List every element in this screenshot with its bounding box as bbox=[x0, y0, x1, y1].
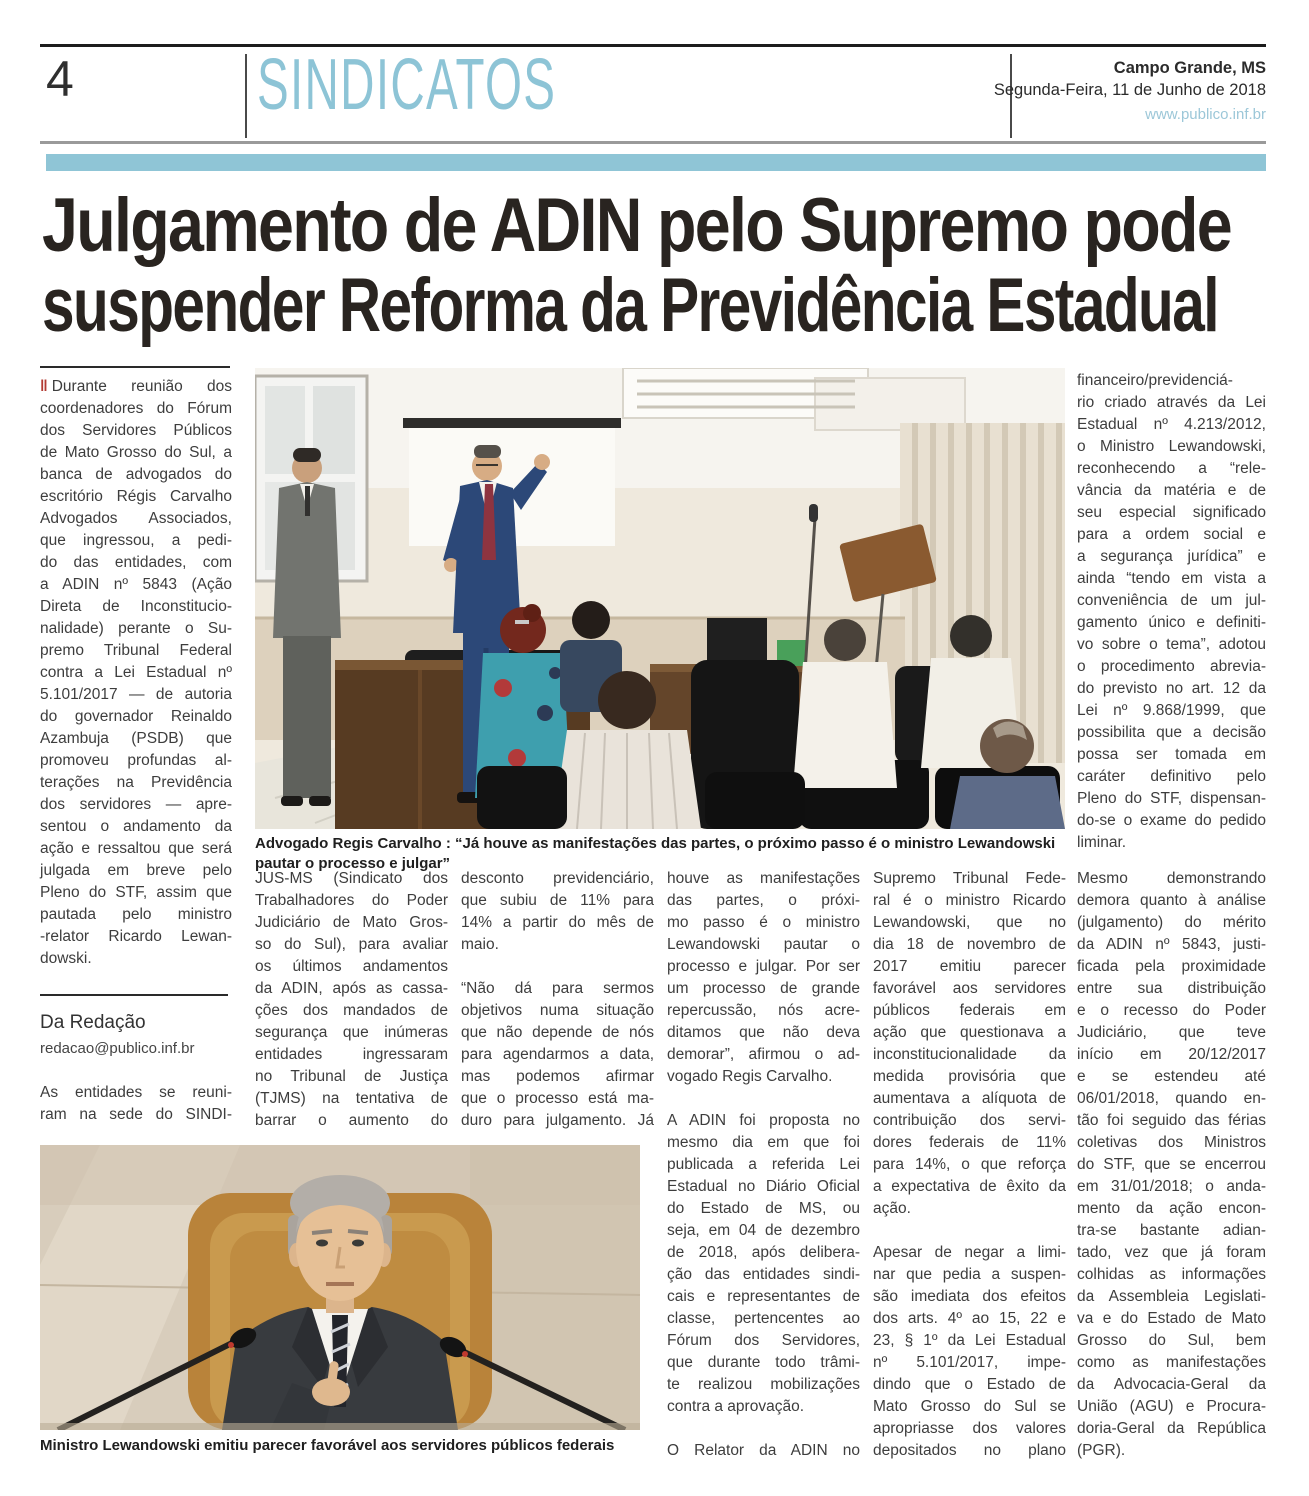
text-line: Fórum dos Servidores, bbox=[667, 1332, 860, 1349]
text-line: para a ordem social e bbox=[1077, 526, 1266, 543]
text-line: possa ser tomada em bbox=[1077, 746, 1266, 763]
text-line: 5.101/2017 — de autoria bbox=[40, 686, 232, 703]
text-line: que não depende de nós bbox=[461, 1024, 654, 1041]
lewandowski-photo bbox=[40, 1145, 640, 1430]
article-column-1 bbox=[40, 376, 232, 970]
text-line: aumentava a alíquota de bbox=[873, 1090, 1066, 1107]
text-line: va e do Estado de Mato bbox=[1077, 1310, 1266, 1327]
meeting-photo-caption: Advogado Regis Carvalho : “Já houve as manifestações das partes, o próximo passo é o ministro Lewandowski pautar o processo e julgar” bbox=[255, 835, 1056, 872]
text-line: As entidades se reuni- bbox=[40, 1084, 232, 1101]
text-line: Lei nº 9.868/1999, que bbox=[1077, 702, 1266, 719]
paragraph bbox=[40, 376, 232, 970]
text-line: ção das entidades sindi- bbox=[667, 1266, 860, 1283]
text-line: para 14%, o que reforça bbox=[873, 1156, 1066, 1173]
masthead-gray-rule bbox=[40, 141, 1266, 144]
text-line: ação. bbox=[873, 1200, 911, 1217]
text-line: Trabalhadores do Poder bbox=[255, 892, 448, 909]
text-line: houve as manifestações bbox=[667, 870, 860, 887]
text-line: ‖ Durante reunião dos bbox=[40, 378, 232, 395]
text-line: barrar o aumento do bbox=[255, 1112, 448, 1129]
text-line: mento da ação encon- bbox=[1077, 1200, 1266, 1217]
text-line: em 31/01/2018; o anda- bbox=[1077, 1178, 1266, 1195]
text-line: da Assembleia Legislati- bbox=[1077, 1288, 1266, 1305]
text-line: inconstitucionalidade da bbox=[873, 1046, 1066, 1063]
text-line: (TJMS) na tentativa de bbox=[255, 1090, 448, 1107]
text-line: Estadual nº 4.213/2012, bbox=[1077, 416, 1266, 433]
text-line: para agendarmos a data, bbox=[461, 1046, 654, 1063]
text-line: doria-Geral da República bbox=[1077, 1420, 1266, 1437]
article-column-5 bbox=[873, 868, 1066, 1462]
masthead-website: www.publico.inf.br bbox=[1145, 106, 1266, 123]
text-line: Pleno do STF, assim que bbox=[40, 884, 232, 901]
text-line: (julgamento) do mérito bbox=[1077, 914, 1266, 931]
text-line: da ADIN nº 5843, justi- bbox=[1077, 936, 1266, 953]
text-line: julgada em breve pelo bbox=[40, 862, 232, 879]
text-line: início em 20/12/2017 bbox=[1077, 1046, 1266, 1063]
text-line: e se estendeu até bbox=[1077, 1068, 1266, 1085]
text-line: gamento único e definiti- bbox=[1077, 614, 1266, 631]
text-line: seu especial significado bbox=[1077, 504, 1266, 521]
text-line: da ADIN, após as cassa- bbox=[255, 980, 448, 997]
text-line: O Relator da ADIN no bbox=[667, 1442, 860, 1459]
text-line: do-se o exame do pedido bbox=[1077, 812, 1266, 829]
text-line: coletivas dos Ministros bbox=[1077, 1134, 1266, 1151]
text-line: promoveu profundas al- bbox=[40, 752, 232, 769]
text-line: mesmo dia em que foi bbox=[667, 1134, 860, 1151]
article-column-right-bottom bbox=[1077, 868, 1266, 1462]
paragraph bbox=[461, 868, 654, 956]
paragraph bbox=[40, 1082, 232, 1126]
text-line: que ingressou, a pedi- bbox=[40, 532, 232, 549]
text-line: vo sobre o tema”, adotou bbox=[1077, 636, 1266, 653]
text-line: Supremo Tribunal Fede- bbox=[873, 870, 1066, 887]
meeting-room-photo bbox=[255, 368, 1065, 829]
text-line: repercussão, nós acre- bbox=[667, 1002, 860, 1019]
text-line: caráter definitivo pelo bbox=[1077, 768, 1266, 785]
text-line: dos servidores — apre- bbox=[40, 796, 232, 813]
text-line: das partes, o próxi- bbox=[667, 892, 860, 909]
text-line: possibilita que a decisão bbox=[1077, 724, 1266, 741]
byline: Da Redação bbox=[40, 1012, 146, 1033]
article-column-3 bbox=[461, 868, 654, 1132]
text-line: tra-se bastante adian- bbox=[1077, 1222, 1266, 1239]
text-line: dia 18 de novembro de bbox=[873, 936, 1066, 953]
text-line: segurança que inúmeras bbox=[255, 1024, 448, 1041]
text-line: a segurança jurídica” e bbox=[1077, 548, 1266, 565]
text-line: contribuição dos servi- bbox=[873, 1112, 1066, 1129]
meeting-room-photo-illustration bbox=[255, 368, 1065, 829]
text-line: Apesar de negar a limi- bbox=[873, 1244, 1066, 1261]
masthead-info bbox=[994, 57, 1266, 126]
accent-band bbox=[46, 154, 1266, 171]
headline-line-1: Julgamento de ADIN pelo Supremo pode bbox=[42, 183, 1232, 268]
text-line: depositados no plano bbox=[873, 1442, 1066, 1459]
text-line: apropriasse dos valores bbox=[873, 1420, 1066, 1437]
text-line: maio. bbox=[461, 936, 499, 953]
lewandowski-photo-illustration bbox=[40, 1145, 640, 1430]
article-column-4 bbox=[667, 868, 860, 1462]
text-line: -relator Ricardo Lewan- bbox=[40, 928, 232, 945]
text-line: medida provisória que bbox=[873, 1068, 1066, 1085]
text-line: Lewandowski pautar o bbox=[667, 936, 860, 953]
byline-rule bbox=[40, 994, 228, 996]
text-line: tão foi seguido das férias bbox=[1077, 1112, 1266, 1129]
text-line: de 2018, após delibera- bbox=[667, 1244, 860, 1261]
article-column-1-continued bbox=[40, 1082, 232, 1126]
paragraph bbox=[667, 1110, 860, 1418]
paragraph bbox=[255, 868, 448, 1132]
text-line: que subiu de 11% para bbox=[461, 892, 654, 909]
text-line: Lewandowski, que no bbox=[873, 914, 1066, 931]
text-line: nalidade) perante o Su- bbox=[40, 620, 232, 637]
text-line: e o recesso do Poder bbox=[1077, 1002, 1266, 1019]
text-line: entre sua distribuição bbox=[1077, 980, 1266, 997]
text-line: do governador Reinaldo bbox=[40, 708, 232, 725]
text-line: colhidas as informações bbox=[1077, 1266, 1266, 1283]
paragraph bbox=[667, 1440, 860, 1462]
text-line: ação que questionava a bbox=[873, 1024, 1066, 1041]
text-line: demorar”, afirmou o ad- bbox=[667, 1046, 860, 1063]
text-line: coordenadores do Fórum bbox=[40, 400, 232, 417]
text-line: dos Servidores Públicos bbox=[40, 422, 232, 439]
byline-email: redacao@publico.inf.br bbox=[40, 1040, 195, 1057]
lead-mark: ‖ bbox=[40, 378, 48, 395]
lewandowski-photo-caption: Ministro Lewandowski emitiu parecer favorável aos servidores públicos federais bbox=[40, 1437, 615, 1454]
text-line: um processo de grande bbox=[667, 980, 860, 997]
text-line: financeiro/previdenciá- bbox=[1077, 372, 1233, 389]
text-line: duro para julgamento. Já bbox=[461, 1112, 654, 1129]
text-line: Judiciário de Mato Gros- bbox=[255, 914, 448, 931]
text-line: seja, em 04 de dezembro bbox=[667, 1222, 860, 1239]
text-line: te realizou mobilizações bbox=[667, 1376, 860, 1393]
text-line: ficada pela proximidade bbox=[1077, 958, 1266, 975]
text-line: terações na Previdência bbox=[40, 774, 232, 791]
masthead-top-rule bbox=[40, 44, 1266, 47]
text-line: demora quanto à análise bbox=[1077, 892, 1266, 909]
text-line: 23, § 1º da Lei Estadual bbox=[873, 1332, 1066, 1349]
text-line: no Tribunal de Justiça bbox=[255, 1068, 448, 1085]
text-line: a ADIN nº 5843 (Ação bbox=[40, 576, 232, 593]
paragraph bbox=[873, 1242, 1066, 1462]
text-line: 06/01/2018, quando en- bbox=[1077, 1090, 1266, 1107]
text-line: liminar. bbox=[1077, 834, 1127, 851]
text-line: banca de advogados do bbox=[40, 466, 232, 483]
text-line: pautada pelo ministro bbox=[40, 906, 232, 923]
paragraph bbox=[873, 868, 1066, 1220]
article-column-2 bbox=[255, 868, 448, 1132]
text-line: do Estado de MS, ou bbox=[667, 1200, 860, 1217]
text-line: Mesmo demonstrando bbox=[1077, 870, 1266, 887]
text-line: processo e julgar. Por ser bbox=[667, 958, 860, 975]
section-title: SINDICATOS bbox=[257, 45, 557, 125]
paragraph bbox=[1077, 370, 1266, 854]
text-line: os últimos andamentos bbox=[255, 958, 448, 975]
text-line: de Mato Grosso do Sul, a bbox=[40, 444, 232, 461]
text-line: classe, pertencentes ao bbox=[667, 1310, 860, 1327]
text-line: Estadual no Diário Oficial bbox=[667, 1178, 860, 1195]
text-line: dindo que o Estado de bbox=[873, 1376, 1066, 1393]
paragraph bbox=[667, 868, 860, 1088]
text-line: ral é o ministro Ricardo bbox=[873, 892, 1066, 909]
paragraph bbox=[1077, 868, 1266, 1462]
masthead-date: Segunda-Feira, 11 de Junho de 2018 bbox=[993, 81, 1266, 99]
text-line: União (AGU) e Procura- bbox=[1077, 1398, 1266, 1415]
text-line: escritório Régis Carvalho bbox=[40, 488, 232, 505]
text-line: entidades ingressaram bbox=[255, 1046, 448, 1063]
text-line: ainda “tendo em vista a bbox=[1077, 570, 1266, 587]
text-line: “Não dá para sermos bbox=[461, 980, 654, 997]
text-line: do STF, que se encerrou bbox=[1077, 1156, 1266, 1173]
text-line: conveniência de um jul- bbox=[1077, 592, 1266, 609]
text-line: vogado Regis Carvalho. bbox=[667, 1068, 833, 1085]
text-line: vância da matéria e de bbox=[1077, 482, 1266, 499]
text-line: favorável aos servidores bbox=[873, 980, 1066, 997]
text-line: premo Tribunal Federal bbox=[40, 642, 232, 659]
paragraph bbox=[461, 978, 654, 1132]
text-line: Judiciário, que teve bbox=[1077, 1024, 1266, 1041]
text-line: dowski. bbox=[40, 950, 92, 967]
text-line: dores federais de 11% bbox=[873, 1134, 1066, 1151]
text-line: Grosso do Sul, bem bbox=[1077, 1332, 1266, 1349]
text-line: ditamos que não deva bbox=[667, 1024, 860, 1041]
text-line: ação e ressaltou que será bbox=[40, 840, 232, 857]
text-line: publicada a referida Lei bbox=[667, 1156, 860, 1173]
text-line: A ADIN foi proposta no bbox=[667, 1112, 860, 1129]
text-line: da Advocacia-Geral da bbox=[1077, 1376, 1266, 1393]
text-line: Azambuja (PSDB) que bbox=[40, 730, 232, 747]
text-line: contra a aprovação. bbox=[667, 1398, 805, 1415]
text-line: JUS-MS (Sindicato dos bbox=[255, 870, 448, 887]
article-column-right-top bbox=[1077, 370, 1266, 854]
text-line: públicos federais em bbox=[873, 1002, 1066, 1019]
text-line: do das entidades, com bbox=[40, 554, 232, 571]
text-line: ções dos mandados de bbox=[255, 1002, 448, 1019]
text-line: nar que pedia a suspen- bbox=[873, 1266, 1066, 1283]
text-line: 14% a partir do mês de bbox=[461, 914, 654, 931]
text-line: reconhecendo a “rele- bbox=[1077, 460, 1266, 477]
text-line: mas podemos afirmar bbox=[461, 1068, 654, 1085]
masthead-divider-left bbox=[245, 54, 247, 138]
text-line: (PGR). bbox=[1077, 1442, 1126, 1459]
text-line: Advogados Associados, bbox=[40, 510, 232, 527]
text-line: Pleno do STF, dispensan- bbox=[1077, 790, 1266, 807]
headline-line-2: suspender Reforma da Previdência Estadual bbox=[42, 263, 1218, 348]
text-line: contra a Lei Estadual nº bbox=[40, 664, 232, 681]
text-line: cais e representantes de bbox=[667, 1288, 860, 1305]
page-number: 4 bbox=[46, 51, 74, 107]
text-line: que durante todo trâmi- bbox=[667, 1354, 860, 1371]
text-line: so do Sul), para avaliar bbox=[255, 936, 448, 953]
text-line: 2017 emitiu parecer bbox=[873, 958, 1066, 975]
text-line: Mato Grosso do Sul se bbox=[873, 1398, 1066, 1415]
text-line: ram na sede do SINDI- bbox=[40, 1106, 232, 1123]
text-line: do previsto no art. 12 da bbox=[1077, 680, 1266, 697]
masthead-location: Campo Grande, MS bbox=[1113, 59, 1266, 77]
column1-top-rule bbox=[40, 366, 230, 368]
text-line: são imediata dos efeitos bbox=[873, 1288, 1066, 1305]
text-line: dos arts. 4º ao 15, 22 e bbox=[873, 1310, 1066, 1327]
text-line: nº 5.101/2017, impe- bbox=[873, 1354, 1066, 1371]
text-line: objetivos numa situação bbox=[461, 1002, 654, 1019]
text-line: o procedimento abrevia- bbox=[1077, 658, 1266, 675]
text-line: rio criado através da Lei bbox=[1077, 394, 1266, 411]
man-gray-suit bbox=[273, 448, 341, 806]
text-line: tado, vez que já foram bbox=[1077, 1244, 1266, 1261]
text-line: mo passo é o ministro bbox=[667, 914, 860, 931]
text-line: Direta de Inconstitucio- bbox=[40, 598, 232, 615]
text-line: desconto previdenciário, bbox=[461, 870, 654, 887]
text-line: sentou o andamento da bbox=[40, 818, 232, 835]
text-line: como as manifestações bbox=[1077, 1354, 1266, 1371]
text-line: que o processo está ma- bbox=[461, 1090, 654, 1107]
text-line: o Ministro Lewandowski, bbox=[1077, 438, 1266, 455]
text-line: a expectativa de êxito da bbox=[873, 1178, 1066, 1195]
